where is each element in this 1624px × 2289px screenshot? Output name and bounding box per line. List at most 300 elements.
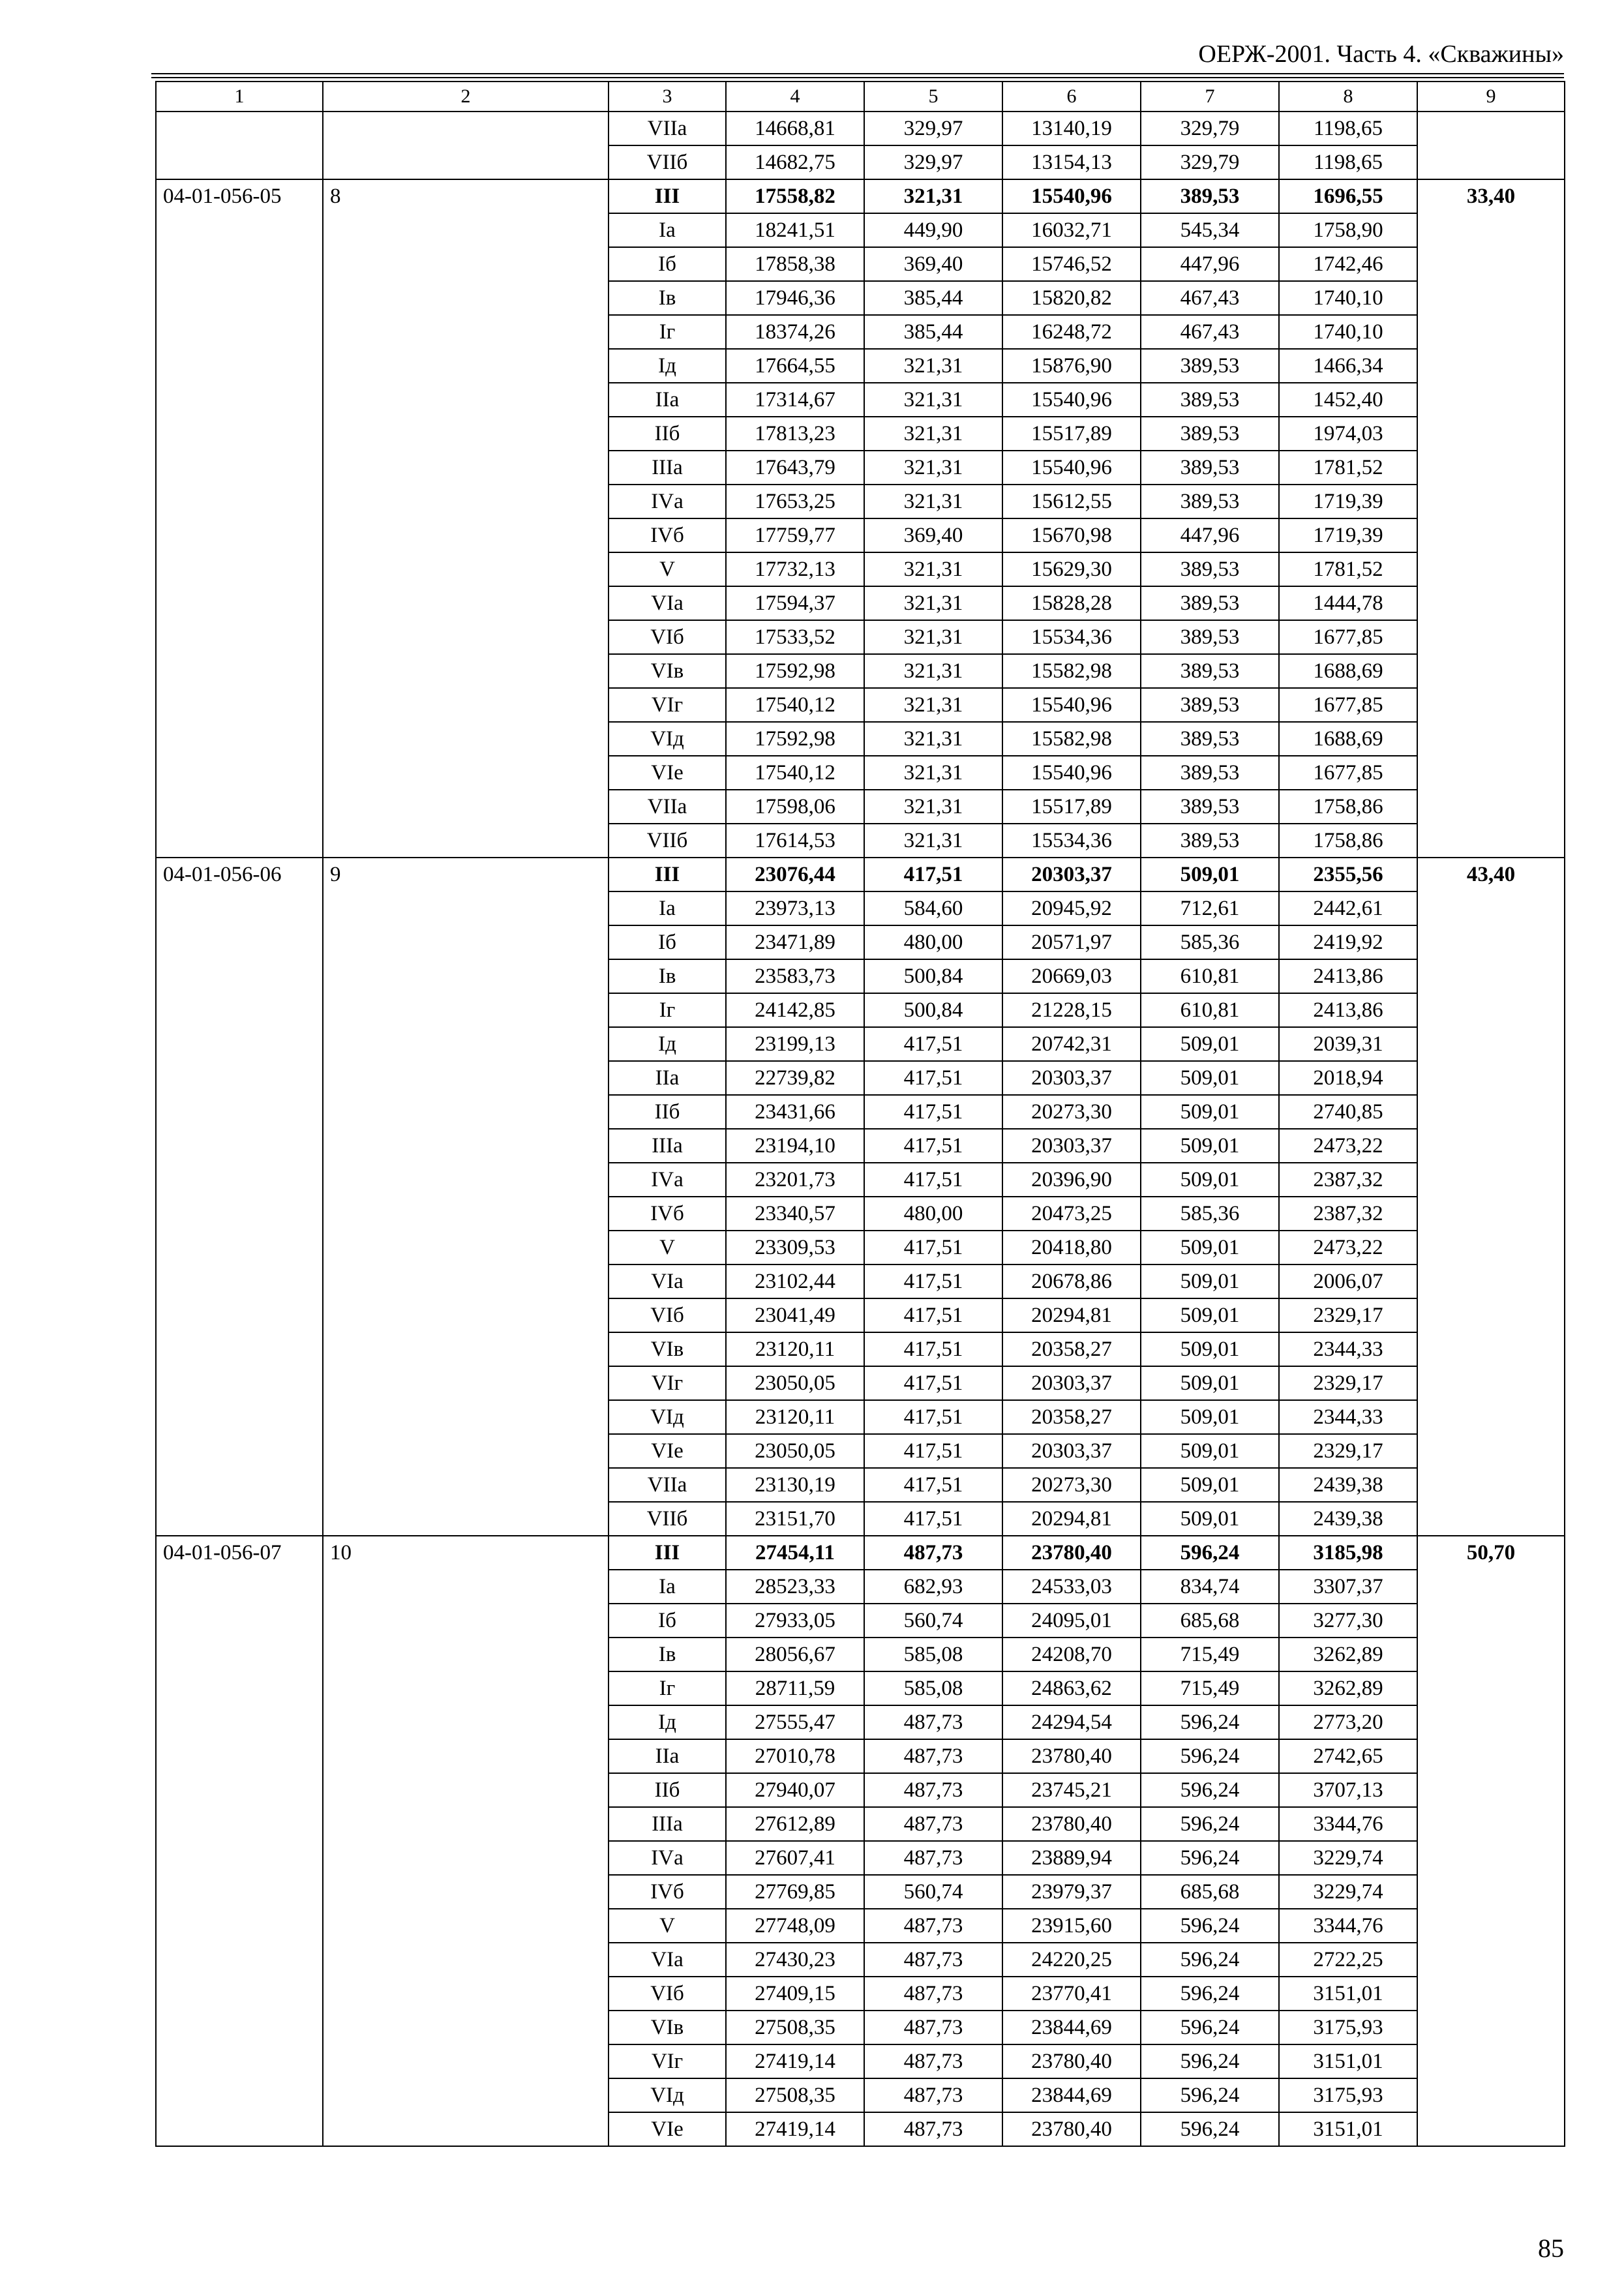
value-cell: 560,74 [864,1875,1002,1909]
category-cell: IIIа [609,1807,726,1841]
value-cell: 23102,44 [726,1264,864,1298]
value-cell: 20396,90 [1002,1163,1141,1197]
value-cell: 1719,39 [1279,485,1417,518]
value-cell: 23201,73 [726,1163,864,1197]
value-cell: 321,31 [864,824,1002,858]
value-cell: 3175,93 [1279,2078,1417,2112]
value-cell: 1974,03 [1279,417,1417,451]
value-cell: 321,31 [864,485,1002,518]
value-cell: 17540,12 [726,688,864,722]
value-cell: 20273,30 [1002,1468,1141,1502]
value-cell: 15828,28 [1002,586,1141,620]
column-header: 7 [1141,82,1279,112]
value-cell: 2006,07 [1279,1264,1417,1298]
value-cell: 321,31 [864,349,1002,383]
value-cell: 834,74 [1141,1570,1279,1604]
value-cell: 23745,21 [1002,1773,1141,1807]
value-cell: 3262,89 [1279,1638,1417,1671]
page-number: 85 [1538,2234,1564,2263]
value-cell: 27508,35 [726,2011,864,2044]
value-cell: 2473,22 [1279,1129,1417,1163]
value-cell: 20418,80 [1002,1231,1141,1264]
column-header: 3 [609,82,726,112]
value-cell: 509,01 [1141,1163,1279,1197]
value-cell: 15517,89 [1002,790,1141,824]
value-cell: 389,53 [1141,824,1279,858]
value-cell: 682,93 [864,1570,1002,1604]
value-cell: 321,31 [864,620,1002,654]
category-cell: Iг [609,1671,726,1705]
table-row [156,1536,1565,1570]
value-cell: 389,53 [1141,756,1279,790]
value-cell: 447,96 [1141,518,1279,552]
value-cell: 584,60 [864,891,1002,925]
value-cell: 28056,67 [726,1638,864,1671]
category-cell: VIIа [609,112,726,145]
value-cell: 1677,85 [1279,756,1417,790]
category-cell: IVб [609,1197,726,1231]
category-cell: VIг [609,688,726,722]
column9-cell: 50,70 [1417,1536,1565,2146]
value-cell: 509,01 [1141,1264,1279,1298]
item-number-cell: 8 [323,179,609,858]
value-cell: 23583,73 [726,959,864,993]
value-cell: 15540,96 [1002,688,1141,722]
value-cell: 2740,85 [1279,1095,1417,1129]
column-header: 8 [1279,82,1417,112]
value-cell: 23199,13 [726,1027,864,1061]
value-cell: 23431,66 [726,1095,864,1129]
value-cell: 1740,10 [1279,281,1417,315]
value-cell: 1677,85 [1279,620,1417,654]
value-cell: 509,01 [1141,858,1279,891]
value-cell: 24863,62 [1002,1671,1141,1705]
value-cell: 1758,90 [1279,213,1417,247]
rate-code-cell [156,112,323,179]
rate-code-cell: 04-01-056-07 [156,1536,323,2146]
category-cell: IVа [609,1163,726,1197]
value-cell: 596,24 [1141,1977,1279,2011]
value-cell: 509,01 [1141,1434,1279,1468]
category-cell: Iб [609,1604,726,1638]
value-cell: 1740,10 [1279,315,1417,349]
value-cell: 15612,55 [1002,485,1141,518]
value-cell: 21228,15 [1002,993,1141,1027]
value-cell: 23979,37 [1002,1875,1141,1909]
value-cell: 389,53 [1141,485,1279,518]
category-cell: IIа [609,383,726,417]
value-cell: 417,51 [864,858,1002,891]
category-cell: VIд [609,2078,726,2112]
value-cell: 560,74 [864,1604,1002,1638]
value-cell: 329,97 [864,145,1002,179]
column9-cell: 43,40 [1417,858,1565,1536]
value-cell: 15746,52 [1002,247,1141,281]
category-cell: Iв [609,959,726,993]
value-cell: 480,00 [864,925,1002,959]
value-cell: 15534,36 [1002,824,1141,858]
table-body [156,112,1565,2146]
value-cell: 27769,85 [726,1875,864,1909]
value-cell: 2419,92 [1279,925,1417,959]
value-cell: 585,36 [1141,1197,1279,1231]
value-cell: 487,73 [864,2011,1002,2044]
value-cell: 1696,55 [1279,179,1417,213]
value-cell: 389,53 [1141,179,1279,213]
value-cell: 321,31 [864,654,1002,688]
value-cell: 2355,56 [1279,858,1417,891]
category-cell: VIе [609,2112,726,2146]
value-cell: 509,01 [1141,1298,1279,1332]
value-cell: 24095,01 [1002,1604,1141,1638]
value-cell: 2413,86 [1279,959,1417,993]
value-cell: 487,73 [864,1739,1002,1773]
category-cell: VIа [609,1264,726,1298]
value-cell: 2439,38 [1279,1468,1417,1502]
item-number-cell [323,112,609,179]
value-cell: 389,53 [1141,790,1279,824]
value-cell: 23471,89 [726,925,864,959]
value-cell: 2329,17 [1279,1298,1417,1332]
value-cell: 3229,74 [1279,1841,1417,1875]
value-cell: 389,53 [1141,417,1279,451]
category-cell: IIа [609,1739,726,1773]
value-cell: 321,31 [864,756,1002,790]
value-cell: 15540,96 [1002,451,1141,485]
value-cell: 610,81 [1141,993,1279,1027]
value-cell: 417,51 [864,1095,1002,1129]
value-cell: 596,24 [1141,2044,1279,2078]
value-cell: 23780,40 [1002,1739,1141,1773]
header-rule-top [151,73,1564,74]
value-cell: 23973,13 [726,891,864,925]
category-cell: IIб [609,417,726,451]
value-cell: 15517,89 [1002,417,1141,451]
value-cell: 417,51 [864,1061,1002,1095]
category-cell: VIа [609,1943,726,1977]
value-cell: 27607,41 [726,1841,864,1875]
value-cell: 20303,37 [1002,1366,1141,1400]
value-cell: 2413,86 [1279,993,1417,1027]
category-cell: VIв [609,1332,726,1366]
category-cell: VIIб [609,145,726,179]
category-cell: VIд [609,722,726,756]
value-cell: 509,01 [1141,1502,1279,1536]
value-cell: 20945,92 [1002,891,1141,925]
value-cell: 17594,37 [726,586,864,620]
value-cell: 509,01 [1141,1027,1279,1061]
value-cell: 467,43 [1141,315,1279,349]
column-header: 5 [864,82,1002,112]
value-cell: 1742,46 [1279,247,1417,281]
value-cell: 20303,37 [1002,1061,1141,1095]
category-cell: VIд [609,1400,726,1434]
value-cell: 23780,40 [1002,1536,1141,1570]
value-cell: 27933,05 [726,1604,864,1638]
value-cell: 24142,85 [726,993,864,1027]
value-cell: 685,68 [1141,1875,1279,1909]
value-cell: 23194,10 [726,1129,864,1163]
value-cell: 23120,11 [726,1400,864,1434]
value-cell: 715,49 [1141,1638,1279,1671]
value-cell: 3185,98 [1279,1536,1417,1570]
value-cell: 321,31 [864,552,1002,586]
category-cell: VIб [609,620,726,654]
value-cell: 385,44 [864,315,1002,349]
category-cell: VIб [609,1298,726,1332]
value-cell: 15540,96 [1002,179,1141,213]
value-cell: 610,81 [1141,959,1279,993]
category-cell: IIа [609,1061,726,1095]
value-cell: 27419,14 [726,2112,864,2146]
value-cell: 15670,98 [1002,518,1141,552]
value-cell: 596,24 [1141,2011,1279,2044]
value-cell: 17598,06 [726,790,864,824]
value-cell: 28523,33 [726,1570,864,1604]
value-cell: 712,61 [1141,891,1279,925]
value-cell: 24294,54 [1002,1705,1141,1739]
category-cell: VIе [609,1434,726,1468]
value-cell: 596,24 [1141,1705,1279,1739]
value-cell: 20358,27 [1002,1400,1141,1434]
value-cell: 596,24 [1141,1807,1279,1841]
category-cell: Iа [609,1570,726,1604]
value-cell: 596,24 [1141,1536,1279,1570]
value-cell: 27612,89 [726,1807,864,1841]
value-cell: 487,73 [864,1773,1002,1807]
value-cell: 20571,97 [1002,925,1141,959]
price-table [155,81,1565,2147]
value-cell: 27430,23 [726,1943,864,1977]
value-cell: 1677,85 [1279,688,1417,722]
value-cell: 487,73 [864,2078,1002,2112]
value-cell: 487,73 [864,1943,1002,1977]
value-cell: 1758,86 [1279,790,1417,824]
value-cell: 417,51 [864,1264,1002,1298]
column-header: 1 [156,82,323,112]
value-cell: 20669,03 [1002,959,1141,993]
value-cell: 23309,53 [726,1231,864,1264]
value-cell: 585,36 [1141,925,1279,959]
value-cell: 596,24 [1141,1773,1279,1807]
value-cell: 27419,14 [726,2044,864,2078]
value-cell: 23050,05 [726,1366,864,1400]
category-cell: VIв [609,2011,726,2044]
category-cell: VIIб [609,824,726,858]
value-cell: 509,01 [1141,1332,1279,1366]
category-cell: IVа [609,1841,726,1875]
category-cell: IIб [609,1773,726,1807]
category-cell: IVб [609,1875,726,1909]
value-cell: 321,31 [864,417,1002,451]
value-cell: 2344,33 [1279,1332,1417,1366]
header-rule-bottom [151,77,1564,78]
value-cell: 487,73 [864,2112,1002,2146]
value-cell: 3707,13 [1279,1773,1417,1807]
value-cell: 20294,81 [1002,1502,1141,1536]
value-cell: 28711,59 [726,1671,864,1705]
category-cell: Iа [609,213,726,247]
value-cell: 15876,90 [1002,349,1141,383]
category-cell: Iв [609,281,726,315]
value-cell: 417,51 [864,1231,1002,1264]
category-cell: IIб [609,1095,726,1129]
category-cell: IIIа [609,1129,726,1163]
category-cell: Iг [609,993,726,1027]
value-cell: 329,79 [1141,112,1279,145]
value-cell: 23780,40 [1002,2044,1141,2078]
value-cell: 3151,01 [1279,2044,1417,2078]
category-cell: VIа [609,586,726,620]
category-cell: V [609,1231,726,1264]
value-cell: 24533,03 [1002,1570,1141,1604]
value-cell: 1781,52 [1279,552,1417,586]
page-header: ОЕРЖ-2001. Часть 4. «Скважины» [1198,40,1564,68]
value-cell: 321,31 [864,179,1002,213]
value-cell: 321,31 [864,383,1002,417]
value-cell: 2773,20 [1279,1705,1417,1739]
value-cell: 20473,25 [1002,1197,1141,1231]
category-cell: III [609,1536,726,1570]
rate-code-cell: 04-01-056-06 [156,858,323,1536]
value-cell: 23050,05 [726,1434,864,1468]
rate-code-cell: 04-01-056-05 [156,179,323,858]
value-cell: 389,53 [1141,586,1279,620]
value-cell: 17558,82 [726,179,864,213]
value-cell: 487,73 [864,1909,1002,1943]
column-header: 6 [1002,82,1141,112]
category-cell: Iб [609,925,726,959]
value-cell: 3344,76 [1279,1807,1417,1841]
value-cell: 20294,81 [1002,1298,1141,1332]
value-cell: 17533,52 [726,620,864,654]
item-number-cell: 9 [323,858,609,1536]
value-cell: 23340,57 [726,1197,864,1231]
value-cell: 1198,65 [1279,145,1417,179]
value-cell: 329,97 [864,112,1002,145]
value-cell: 487,73 [864,1536,1002,1570]
value-cell: 14668,81 [726,112,864,145]
value-cell: 509,01 [1141,1231,1279,1264]
column9-cell [1417,112,1565,179]
value-cell: 1781,52 [1279,451,1417,485]
value-cell: 20303,37 [1002,1434,1141,1468]
value-cell: 2329,17 [1279,1366,1417,1400]
category-cell: III [609,179,726,213]
value-cell: 389,53 [1141,620,1279,654]
value-cell: 27555,47 [726,1705,864,1739]
value-cell: 27508,35 [726,2078,864,2112]
value-cell: 2442,61 [1279,891,1417,925]
value-cell: 1466,34 [1279,349,1417,383]
category-cell: Iд [609,349,726,383]
value-cell: 1198,65 [1279,112,1417,145]
value-cell: 20742,31 [1002,1027,1141,1061]
value-cell: 17813,23 [726,417,864,451]
category-cell: VIе [609,756,726,790]
category-cell: IVа [609,485,726,518]
value-cell: 13140,19 [1002,112,1141,145]
value-cell: 23780,40 [1002,2112,1141,2146]
value-cell: 23120,11 [726,1332,864,1366]
value-cell: 2039,31 [1279,1027,1417,1061]
value-cell: 1688,69 [1279,722,1417,756]
value-cell: 2742,65 [1279,1739,1417,1773]
value-cell: 20678,86 [1002,1264,1141,1298]
value-cell: 2344,33 [1279,1400,1417,1434]
value-cell: 417,51 [864,1502,1002,1536]
value-cell: 417,51 [864,1366,1002,1400]
value-cell: 449,90 [864,213,1002,247]
value-cell: 685,68 [1141,1604,1279,1638]
value-cell: 417,51 [864,1468,1002,1502]
value-cell: 2439,38 [1279,1502,1417,1536]
value-cell: 27748,09 [726,1909,864,1943]
value-cell: 15534,36 [1002,620,1141,654]
value-cell: 3229,74 [1279,1875,1417,1909]
value-cell: 321,31 [864,688,1002,722]
value-cell: 417,51 [864,1163,1002,1197]
value-cell: 3307,37 [1279,1570,1417,1604]
value-cell: 3277,30 [1279,1604,1417,1638]
value-cell: 389,53 [1141,688,1279,722]
category-cell: III [609,858,726,891]
value-cell: 321,31 [864,451,1002,485]
value-cell: 389,53 [1141,722,1279,756]
value-cell: 24220,25 [1002,1943,1141,1977]
value-cell: 715,49 [1141,1671,1279,1705]
value-cell: 2329,17 [1279,1434,1417,1468]
value-cell: 1719,39 [1279,518,1417,552]
value-cell: 17614,53 [726,824,864,858]
value-cell: 2018,94 [1279,1061,1417,1095]
category-cell: Iб [609,247,726,281]
value-cell: 15629,30 [1002,552,1141,586]
value-cell: 509,01 [1141,1400,1279,1434]
value-cell: 509,01 [1141,1061,1279,1095]
value-cell: 17759,77 [726,518,864,552]
value-cell: 27454,11 [726,1536,864,1570]
value-cell: 17643,79 [726,451,864,485]
value-cell: 417,51 [864,1027,1002,1061]
value-cell: 369,40 [864,247,1002,281]
value-cell: 585,08 [864,1638,1002,1671]
value-cell: 2722,25 [1279,1943,1417,1977]
value-cell: 16248,72 [1002,315,1141,349]
value-cell: 417,51 [864,1434,1002,1468]
value-cell: 22739,82 [726,1061,864,1095]
value-cell: 487,73 [864,1977,1002,2011]
value-cell: 447,96 [1141,247,1279,281]
value-cell: 500,84 [864,993,1002,1027]
value-cell: 23889,94 [1002,1841,1141,1875]
value-cell: 3175,93 [1279,2011,1417,2044]
value-cell: 15540,96 [1002,756,1141,790]
value-cell: 3151,01 [1279,1977,1417,2011]
value-cell: 15582,98 [1002,722,1141,756]
value-cell: 596,24 [1141,2112,1279,2146]
value-cell: 2473,22 [1279,1231,1417,1264]
category-cell: Iд [609,1027,726,1061]
value-cell: 15540,96 [1002,383,1141,417]
category-cell: Iд [609,1705,726,1739]
value-cell: 1452,40 [1279,383,1417,417]
value-cell: 20358,27 [1002,1332,1141,1366]
value-cell: 417,51 [864,1298,1002,1332]
category-cell: IVб [609,518,726,552]
value-cell: 480,00 [864,1197,1002,1231]
value-cell: 487,73 [864,1705,1002,1739]
